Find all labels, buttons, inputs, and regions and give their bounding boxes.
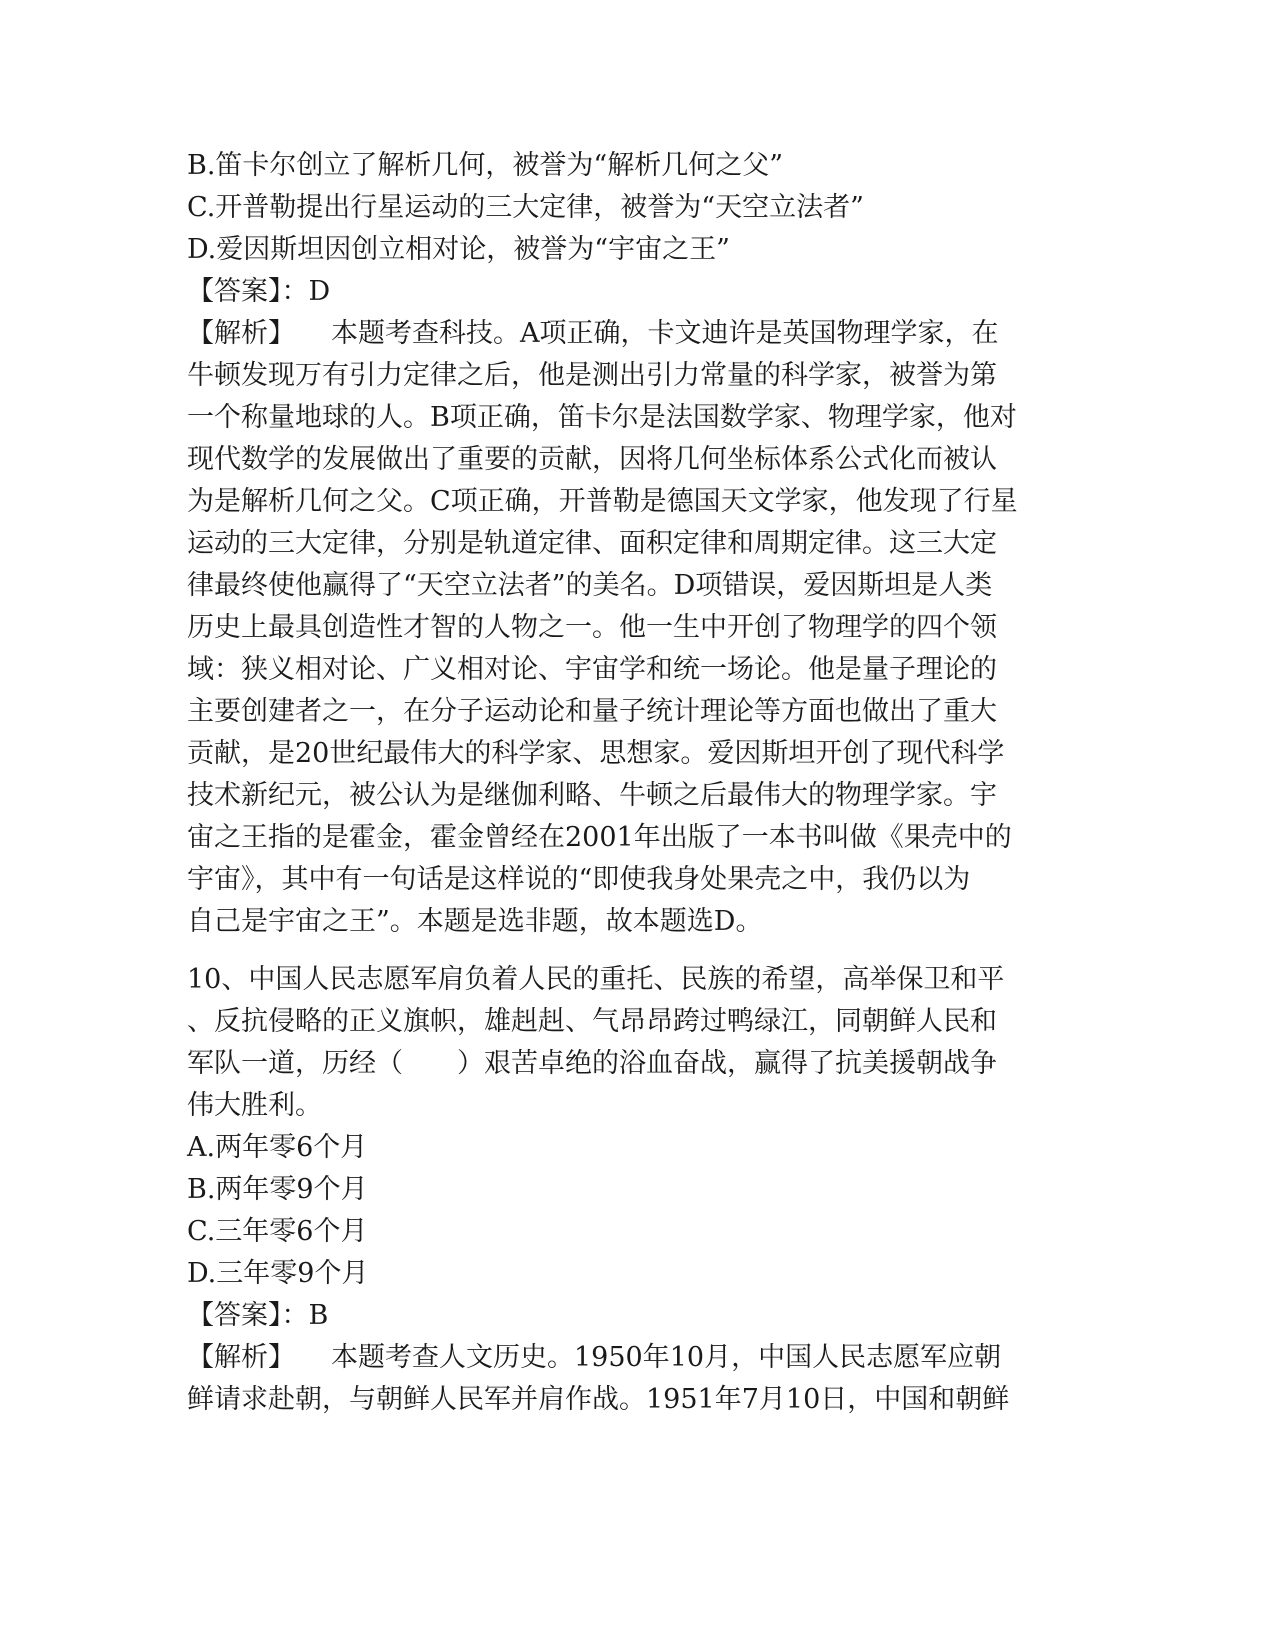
- answer-label: 【答案】：: [187, 276, 309, 307]
- document-content: [187, 145, 1067, 1421]
- analysis-line: 为是解析几何之父。C项正确，开普勒是德国天文学家，他发现了行星: [187, 486, 1018, 517]
- answer-value: B: [308, 1300, 329, 1331]
- analysis-line: 一个称量地球的人。B项正确，笛卡尔是法国数学家、物理学家，他对: [187, 402, 1017, 433]
- q10-answer: [187, 1295, 1067, 1337]
- q10-option-d: D.三年零9个月: [187, 1258, 369, 1289]
- q10-stem-line: 伟大胜利。: [187, 1090, 322, 1121]
- q10-stem-line: 、反抗侵略的正义旗帜，雄赳赳、气昂昂跨过鸭绿江，同朝鲜人民和: [187, 1006, 997, 1037]
- q10-option-a: A.两年零6个月: [187, 1132, 368, 1163]
- q9-answer: [187, 271, 1067, 313]
- analysis-line: 宇宙》，其中有一句话是这样说的“即使我身处果壳之中，我仍以为: [187, 864, 971, 895]
- analysis-line: 律最终使他赢得了“天空立法者”的美名。D项错误，爱因斯坦是人类: [187, 570, 993, 601]
- analysis-label: 【解析】: [187, 318, 295, 349]
- q10-stem-line: 10、中国人民志愿军肩负着人民的重托、民族的希望，高举保卫和平: [187, 964, 1005, 995]
- answer-label: 【答案】：: [187, 1300, 309, 1331]
- q9-option-b: B.笛卡尔创立了解析几何，被誉为“解析几何之父”: [187, 150, 784, 181]
- analysis-line: 主要创建者之一，在分子运动论和量子统计理论等方面也做出了重大: [187, 696, 997, 727]
- q10-option-b: B.两年零9个月: [187, 1174, 368, 1205]
- analysis-line: 贡献，是20世纪最伟大的科学家、思想家。爱因斯坦开创了现代科学: [187, 738, 1005, 769]
- analysis-line: 技术新纪元，被公认为是继伽利略、牛顿之后最伟大的物理学家。宇: [187, 780, 997, 811]
- q10-option-c: C.三年零6个月: [187, 1216, 368, 1247]
- analysis-label: 【解析】: [187, 1342, 295, 1373]
- analysis-line: 运动的三大定律，分别是轨道定律、面积定律和周期定律。这三大定: [187, 528, 997, 559]
- q10-analysis-first-line: [187, 1337, 1067, 1379]
- analysis-text: 本题考查人文历史。1950年10月，中国人民志愿军应朝: [331, 1342, 1002, 1373]
- analysis-line: 鲜请求赴朝，与朝鲜人民军并肩作战。1951年7月10日，中国和朝鲜: [187, 1384, 1010, 1415]
- q10-stem-line: 军队一道，历经（ ）艰苦卓绝的浴血奋战，赢得了抗美援朝战争: [187, 1048, 997, 1079]
- analysis-text: 本题考查科技。A项正确，卡文迪许是英国物理学家，在: [331, 318, 999, 349]
- q9-option-d: D.爱因斯坦因创立相对论，被誉为“宇宙之王”: [187, 234, 730, 265]
- analysis-line: 域：狭义相对论、广义相对论、宇宙学和统一场论。他是量子理论的: [187, 654, 997, 685]
- question-9: [187, 145, 1067, 943]
- analysis-line: 宙之王指的是霍金，霍金曾经在2001年出版了一本书叫做《果壳中的: [187, 822, 1012, 853]
- q9-option-c: C.开普勒提出行星运动的三大定律，被誉为“天空立法者”: [187, 192, 864, 223]
- analysis-line: 自己是宇宙之王”。本题是选非题，故本题选D。: [187, 906, 763, 937]
- analysis-line: 牛顿发现万有引力定律之后，他是测出引力常量的科学家，被誉为第: [187, 360, 997, 391]
- analysis-line: 现代数学的发展做出了重要的贡献，因将几何坐标体系公式化而被认: [187, 444, 997, 475]
- question-10: [187, 959, 1067, 1421]
- q9-analysis-first-line: [187, 313, 1067, 355]
- answer-value: D: [308, 276, 331, 307]
- analysis-line: 历史上最具创造性才智的人物之一。他一生中开创了物理学的四个领: [187, 612, 997, 643]
